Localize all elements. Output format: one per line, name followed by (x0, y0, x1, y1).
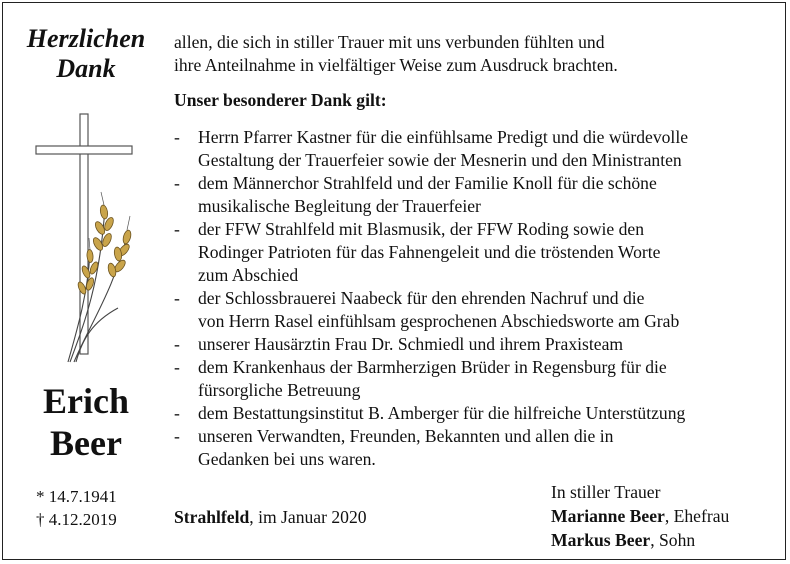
signer-2 (551, 528, 729, 552)
heading-line-1: Herzlichen (26, 24, 146, 53)
thanks-item-line: unseren Verwandten, Freunden, Bekannten und allen die in (198, 426, 614, 446)
list-dash: - (174, 403, 180, 423)
thanks-item (174, 287, 774, 333)
signer-2-relation: , Sohn (650, 530, 696, 550)
thanks-item-line: fürsorgliche Betreuung (198, 380, 361, 400)
thanks-item-line: zum Abschied (198, 265, 299, 285)
thanks-item-line: von Herrn Rasel einfühlsam gesprochenen Abschiedsworte am Grab (198, 311, 680, 331)
list-dash: - (174, 219, 180, 239)
cross-with-wheat-icon (30, 112, 140, 367)
list-dash: - (174, 173, 180, 193)
death-date: † 4.12.2019 (36, 510, 117, 529)
thanks-item-line: musikalische Begleitung der Trauerfeier (198, 196, 481, 216)
left-column (0, 0, 170, 564)
deceased-last-name: Beer (50, 423, 122, 463)
list-dash: - (174, 357, 180, 377)
thanks-item (174, 333, 774, 356)
thanks-item-line: Rodinger Patrioten für das Fahnengeleit und die tröstenden Worte (198, 242, 661, 262)
signer-1 (551, 504, 729, 528)
thanks-item-line: dem Bestattungsinstitut B. Amberger für die hilfreiche Unterstützung (198, 403, 686, 423)
signer-2-name: Markus Beer (551, 530, 651, 550)
thanks-item (174, 218, 774, 287)
deceased-first-name: Erich (43, 381, 129, 421)
heading-line-2: Dank (56, 54, 116, 83)
list-dash: - (174, 334, 180, 354)
notice-heading (0, 24, 172, 84)
birth-date: * 14.7.1941 (36, 487, 117, 506)
thanks-item (174, 402, 774, 425)
place-date: , im Januar 2020 (249, 507, 367, 527)
thanks-item-line: Herrn Pfarrer Kastner für die einfühlsame Predigt und die würdevolle (198, 127, 689, 147)
intro-line-1: allen, die sich in stiller Trauer mit uns verbunden fühlten und (174, 32, 605, 52)
signature-intro: In stiller Trauer (551, 482, 661, 502)
thanks-item (174, 425, 774, 471)
thanks-item (174, 126, 774, 172)
intro-line-2: ihre Anteilnahme in vielfältiger Weise zum Ausdruck brachten. (174, 55, 618, 75)
main-text (174, 31, 774, 471)
list-dash: - (174, 426, 180, 446)
thanks-subheading: Unser besonderer Dank gilt: (174, 90, 387, 110)
place-and-date (174, 506, 367, 529)
thanks-item (174, 356, 774, 402)
thanks-item-line: Gestaltung der Trauerfeier sowie der Mesnerin und den Ministranten (198, 150, 682, 170)
signature-block (551, 480, 729, 552)
thanks-item (174, 172, 774, 218)
deceased-name (0, 380, 172, 464)
life-dates (36, 485, 117, 531)
thanks-item-line: der FFW Strahlfeld mit Blasmusik, der FFW Roding sowie den (198, 219, 645, 239)
list-dash: - (174, 127, 180, 147)
thanks-item-line: dem Männerchor Strahlfeld und der Familie Knoll für die schöne (198, 173, 657, 193)
thanks-list (174, 126, 774, 471)
thanks-item-line: unserer Hausärztin Frau Dr. Schmiedl und ihrem Praxisteam (198, 334, 624, 354)
list-dash: - (174, 288, 180, 308)
thanks-item-line: dem Krankenhaus der Barmherzigen Brüder in Regensburg für die (198, 357, 667, 377)
signer-1-relation: , Ehefrau (664, 506, 730, 526)
intro-text (174, 31, 774, 77)
place-name: Strahlfeld (174, 507, 250, 527)
signer-1-name: Marianne Beer (551, 506, 665, 526)
thanks-item-line: Gedanken bei uns waren. (198, 449, 376, 469)
thanks-item-line: der Schlossbrauerei Naabeck für den ehrenden Nachruf und die (198, 288, 645, 308)
